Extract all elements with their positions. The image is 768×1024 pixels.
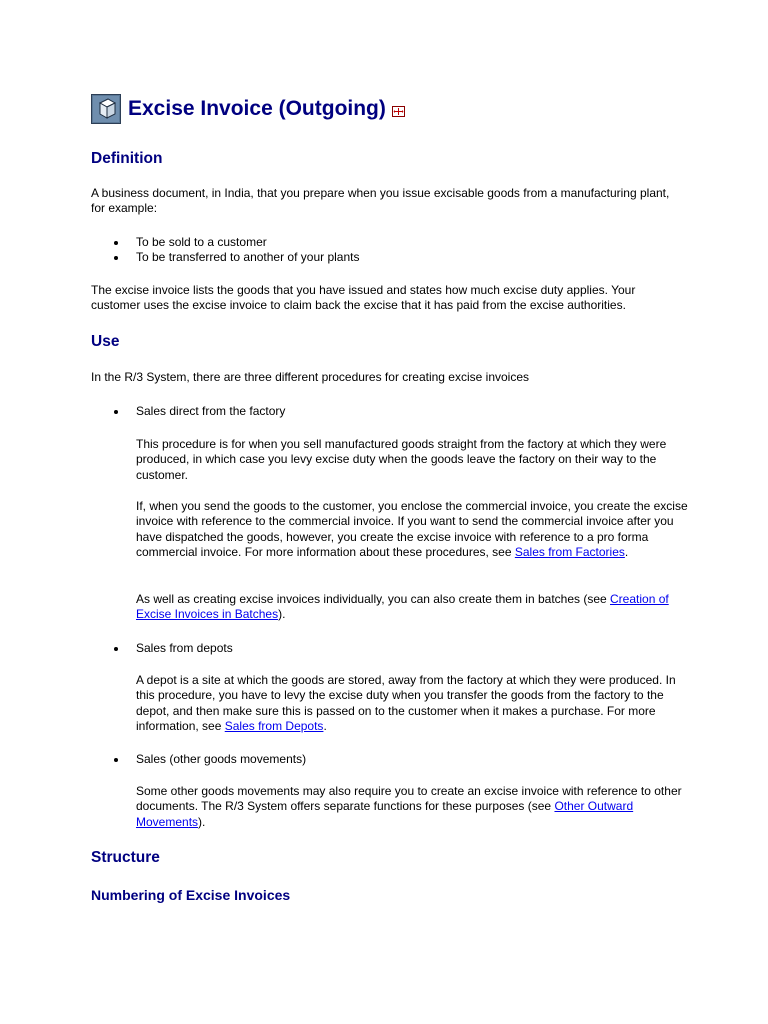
use-list-factory bbox=[112, 404, 285, 419]
cube-icon bbox=[91, 94, 121, 124]
definition-closing: The excise invoice lists the goods that you have issued and states how much excise duty applies. Your customer uses the excise invoice to claim back the excise that it has paid from the excise authorities. bbox=[91, 283, 636, 313]
paragraph-text: . bbox=[323, 718, 327, 733]
paragraph-text: If, when you send the goods to the customer, you enclose the commercial invoice, you create the excise invoice with reference to the commercial invoice. If you want to send the commercial invoice after you have dispatched the goods, however, you create the excise invoice with reference to a pro forma commercial invoice. For more information about these procedures, see bbox=[136, 499, 688, 559]
paragraph-text: ). bbox=[198, 814, 206, 829]
sales-from-factories-link[interactable]: Sales from Factories bbox=[514, 544, 625, 559]
paragraph-text: As well as creating excise invoices individually, you can also create them in batches (see bbox=[136, 592, 611, 606]
list-item: Sales from depots bbox=[112, 641, 233, 656]
paragraph-text: A depot is a site at which the goods are stored, away from the factory at which they were produced. In this procedure, you have to levy the excise duty when you transfer the goods from the factory to the depot, and then make sure this is passed on to the customer when it makes a purchase. For more information, see bbox=[136, 673, 676, 733]
list-item: To be transferred to another of your plants bbox=[112, 250, 359, 265]
other-paragraph bbox=[136, 784, 692, 830]
list-item: To be sold to a customer bbox=[112, 235, 359, 250]
title-row bbox=[91, 94, 405, 124]
sales-from-depots-link[interactable]: Sales from Depots bbox=[224, 718, 324, 733]
factory-paragraph-2 bbox=[136, 499, 692, 560]
use-intro: In the R/3 System, there are three different procedures for creating excise invoices bbox=[91, 370, 529, 384]
paragraph-text: ). bbox=[278, 607, 286, 622]
depots-paragraph bbox=[136, 673, 692, 734]
use-heading: Use bbox=[91, 333, 120, 350]
other-outward-movements-link[interactable]: Other Outward Movements bbox=[136, 799, 634, 829]
list-item: Sales (other goods movements) bbox=[112, 752, 306, 767]
definition-intro: A business document, in India, that you prepare when you issue excisable goods from a manufacturing plant, for example: bbox=[91, 186, 670, 216]
paragraph-text: . bbox=[624, 544, 629, 559]
excise-batches-link[interactable]: Creation of Excise Invoices in Batches bbox=[136, 592, 669, 622]
numbering-subheading: Numbering of Excise Invoices bbox=[91, 887, 291, 903]
factory-paragraph-3 bbox=[136, 592, 692, 623]
page-title: Excise Invoice (Outgoing) bbox=[128, 97, 386, 120]
list-item: Sales direct from the factory bbox=[112, 404, 285, 419]
use-list-depots bbox=[112, 641, 233, 656]
use-list-other bbox=[112, 752, 306, 767]
definition-heading: Definition bbox=[91, 150, 163, 167]
expand-icon[interactable] bbox=[392, 106, 405, 117]
definition-list bbox=[112, 235, 359, 266]
paragraph-text: Some other goods movements may also require you to create an excise invoice with reference to other documents. The R/3 System offers separate functions for these purposes (see bbox=[136, 784, 682, 814]
structure-heading: Structure bbox=[91, 849, 160, 866]
factory-paragraph-1: This procedure is for when you sell manufactured goods straight from the factory at which they were produced, in which case you levy excise duty when the goods leave the factory on their way to the customer. bbox=[136, 437, 667, 482]
